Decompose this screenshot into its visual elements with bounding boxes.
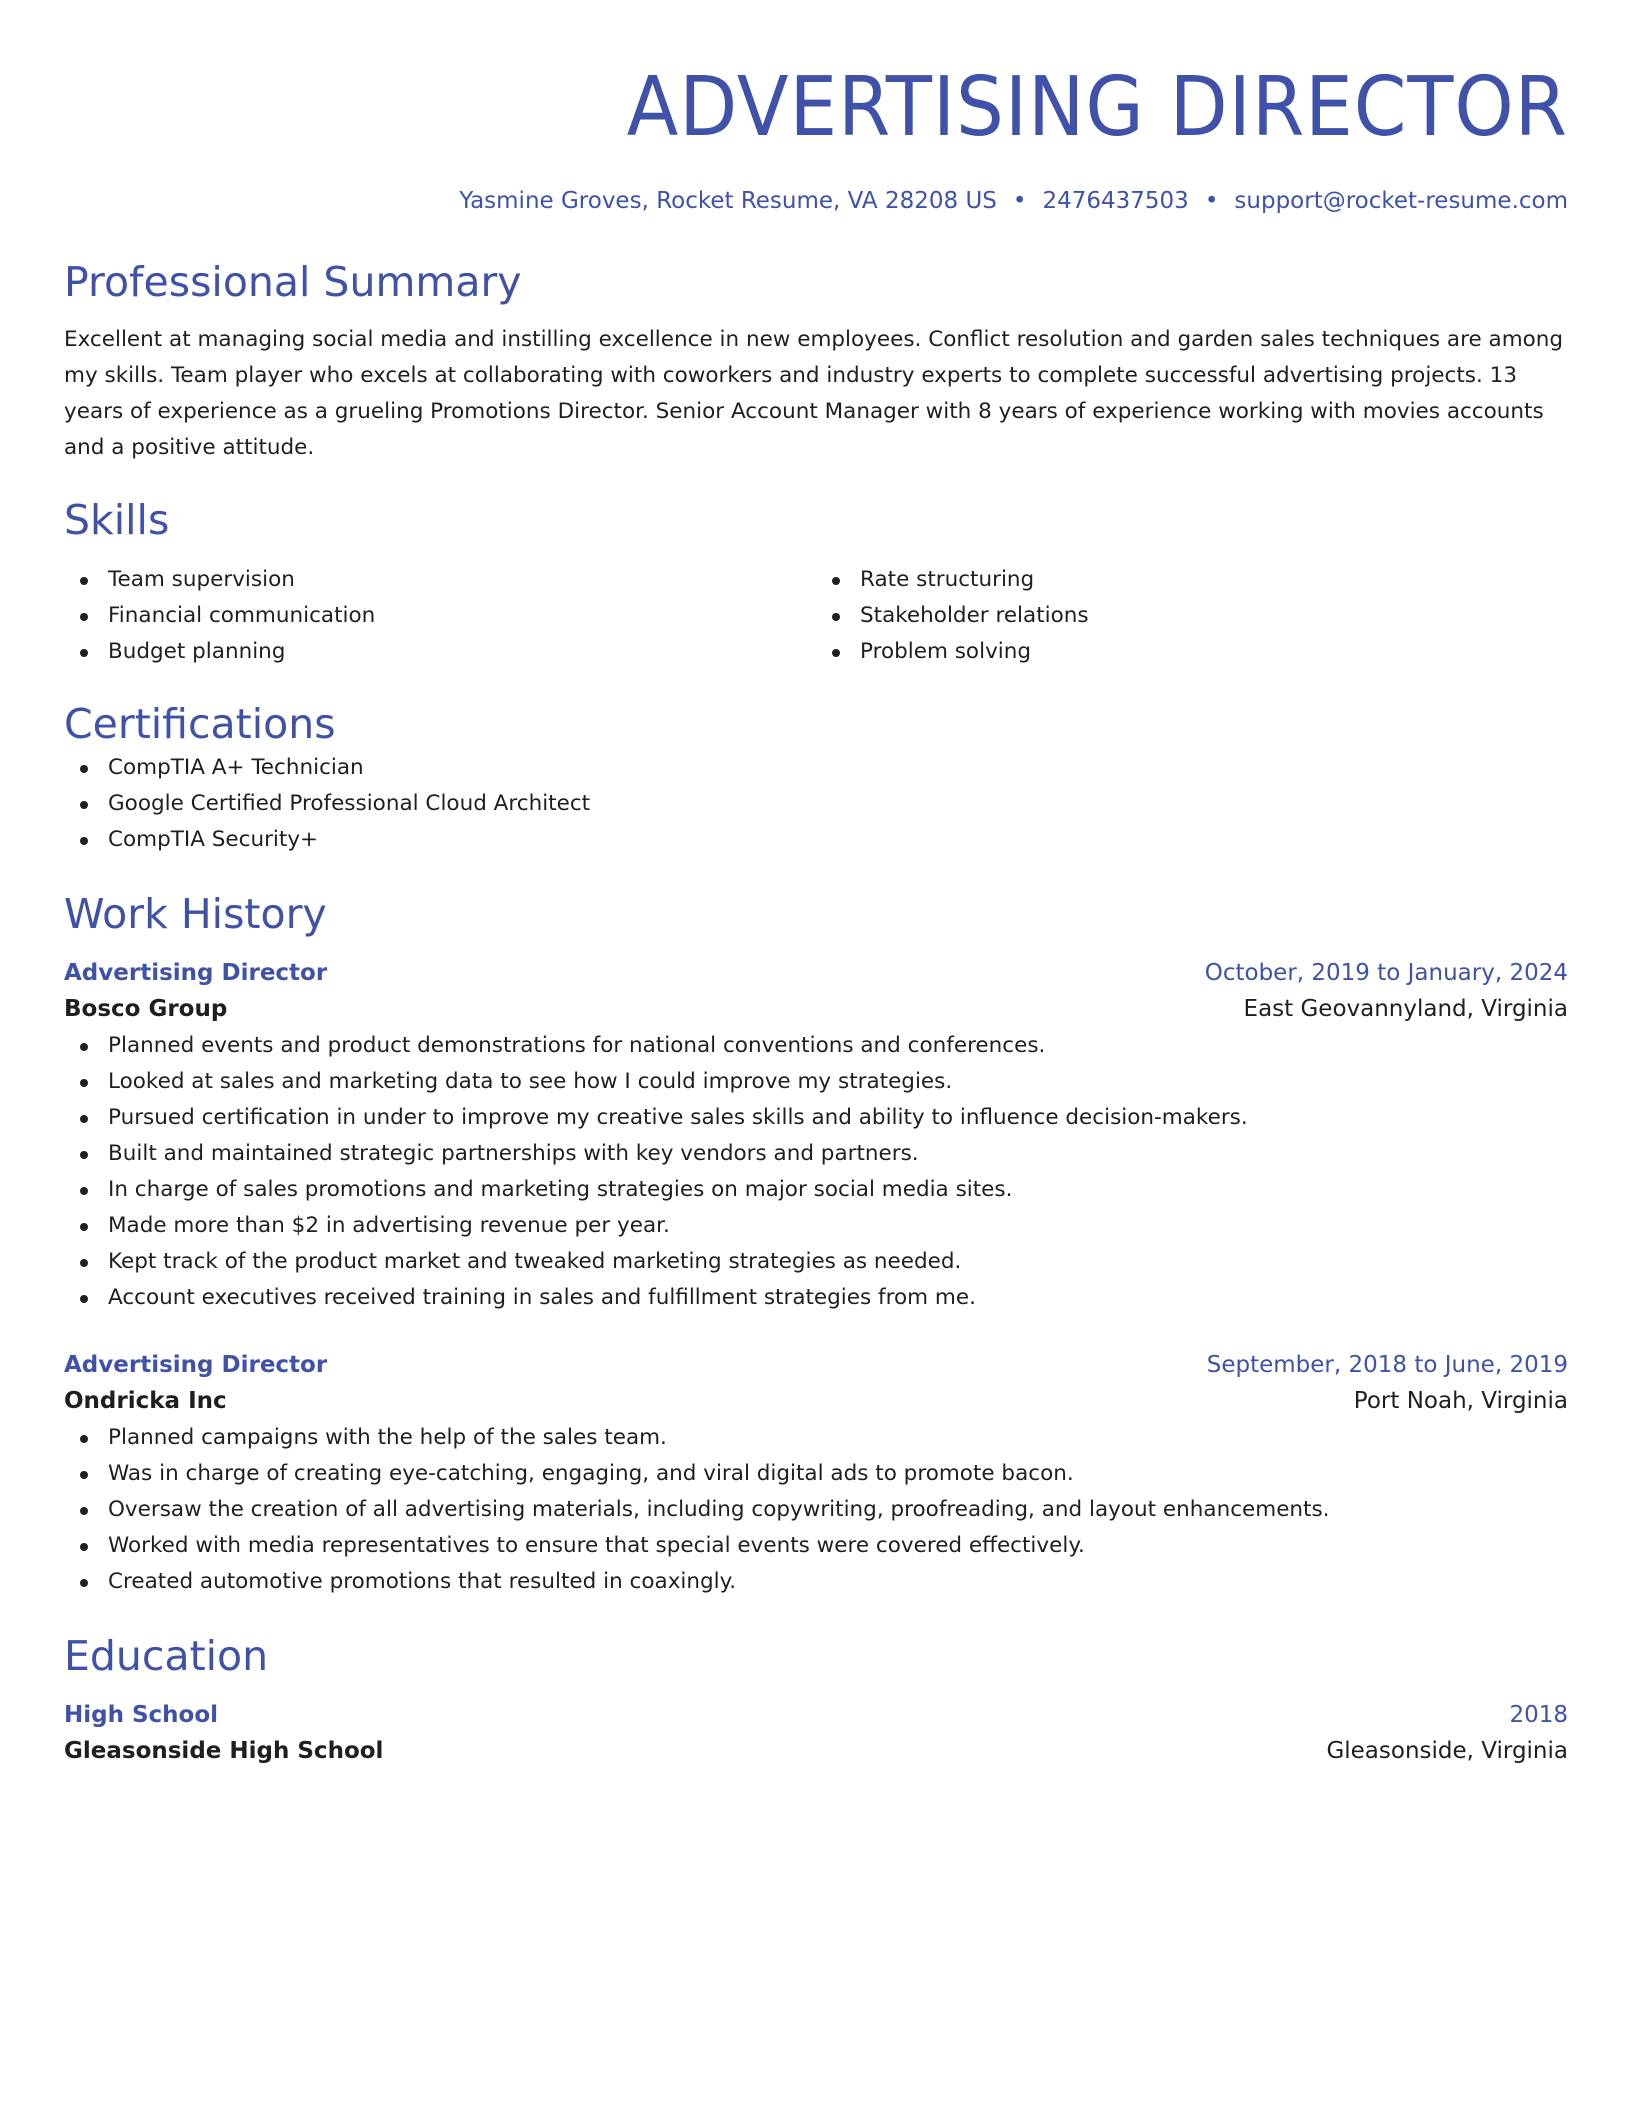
skill-item: Team supervision [64, 562, 816, 598]
job-bullet: In charge of sales promotions and marketing strategies on major social media sites. [64, 1172, 1568, 1208]
job-role: Advertising Director [64, 1352, 328, 1378]
job-bullet: Made more than $2 in advertising revenue per year. [64, 1208, 1568, 1244]
job-company-row [64, 1382, 1568, 1420]
job-company-row [64, 990, 1568, 1028]
education-location: Gleasonside, Virginia [1326, 1738, 1568, 1764]
job-bullet: Planned events and product demonstrations for national conventions and conferences. [64, 1028, 1568, 1064]
skill-item: Stakeholder relations [816, 598, 1568, 634]
job-dates: September, 2018 to June, 2019 [1206, 1352, 1568, 1378]
skill-item: Budget planning [64, 634, 816, 670]
job-location: East Geovannyland, Virginia [1243, 996, 1568, 1022]
education-year: 2018 [1509, 1702, 1568, 1728]
education-heading: Education [64, 1632, 269, 1680]
contact-address: Yasmine Groves, Rocket Resume, VA 28208 US [459, 188, 997, 214]
job-entry [64, 956, 1568, 1316]
skills-grid [64, 562, 1568, 670]
certification-item: CompTIA Security+ [64, 822, 1568, 858]
job-bullet: Kept track of the product market and tweaked marketing strategies as needed. [64, 1244, 1568, 1280]
job-dates: October, 2019 to January, 2024 [1204, 960, 1568, 986]
job-role: Advertising Director [64, 960, 328, 986]
job-bullets [64, 1420, 1568, 1600]
contact-email: support@rocket-resume.com [1234, 188, 1568, 214]
contact-phone: 2476437503 [1042, 188, 1189, 214]
skill-item: Financial communication [64, 598, 816, 634]
education-header-row [64, 1698, 1568, 1732]
skills-list-right [816, 562, 1568, 670]
contact-separator-1: • [1012, 188, 1027, 214]
skills-list-left [64, 562, 816, 670]
job-bullet: Built and maintained strategic partnerships with key vendors and partners. [64, 1136, 1568, 1172]
job-bullet: Was in charge of creating eye-catching, engaging, and viral digital ads to promote bacon. [64, 1456, 1568, 1492]
job-header-row [64, 1348, 1568, 1382]
job-bullet: Created automotive promotions that resulted in coaxingly. [64, 1564, 1568, 1600]
contact-line [64, 186, 1568, 216]
job-bullet: Planned campaigns with the help of the sales team. [64, 1420, 1568, 1456]
summary-text: Excellent at managing social media and instilling excellence in new employees. Conflict resolution and garden sales techniques are among my skills. Team player who excels at collaborating with coworkers and industry experts to complete successful advertising projects. 13 years of experience as a grueling Promotions Director. Senior Account Manager with 8 years of experience working with movies accounts and a positive attitude. [64, 327, 1564, 460]
certifications-heading: Certifications [64, 700, 336, 748]
contact-separator-2: • [1204, 188, 1219, 214]
job-company: Bosco Group [64, 996, 228, 1022]
job-bullet: Pursued certification in under to improve my creative sales skills and ability to influence decision-makers. [64, 1100, 1568, 1136]
work-history-heading: Work History [64, 890, 327, 938]
certifications-list [64, 750, 1568, 858]
job-location: Port Noah, Virginia [1353, 1388, 1568, 1414]
job-entry [64, 1348, 1568, 1600]
job-bullet: Oversaw the creation of all advertising materials, including copywriting, proofreading, and layout enhancements. [64, 1492, 1568, 1528]
job-header-row [64, 956, 1568, 990]
education-degree: High School [64, 1702, 219, 1728]
skills-column-right [816, 562, 1568, 670]
certification-item: CompTIA A+ Technician [64, 750, 1568, 786]
education-school-row [64, 1732, 1568, 1770]
job-company: Ondricka Inc [64, 1388, 227, 1414]
education-entry [64, 1698, 1568, 1770]
summary-heading: Professional Summary [64, 258, 522, 306]
skills-heading: Skills [64, 496, 170, 544]
skill-item: Problem solving [816, 634, 1568, 670]
job-bullet: Worked with media representatives to ensure that special events were covered effectively. [64, 1528, 1568, 1564]
job-bullet: Looked at sales and marketing data to see how I could improve my strategies. [64, 1064, 1568, 1100]
resume-title: ADVERTISING DIRECTOR [626, 60, 1568, 155]
job-bullets [64, 1028, 1568, 1316]
certification-item: Google Certified Professional Cloud Architect [64, 786, 1568, 822]
skill-item: Rate structuring [816, 562, 1568, 598]
job-bullet: Account executives received training in sales and fulfillment strategies from me. [64, 1280, 1568, 1316]
skills-column-left [64, 562, 816, 670]
education-school: Gleasonside High School [64, 1738, 384, 1764]
